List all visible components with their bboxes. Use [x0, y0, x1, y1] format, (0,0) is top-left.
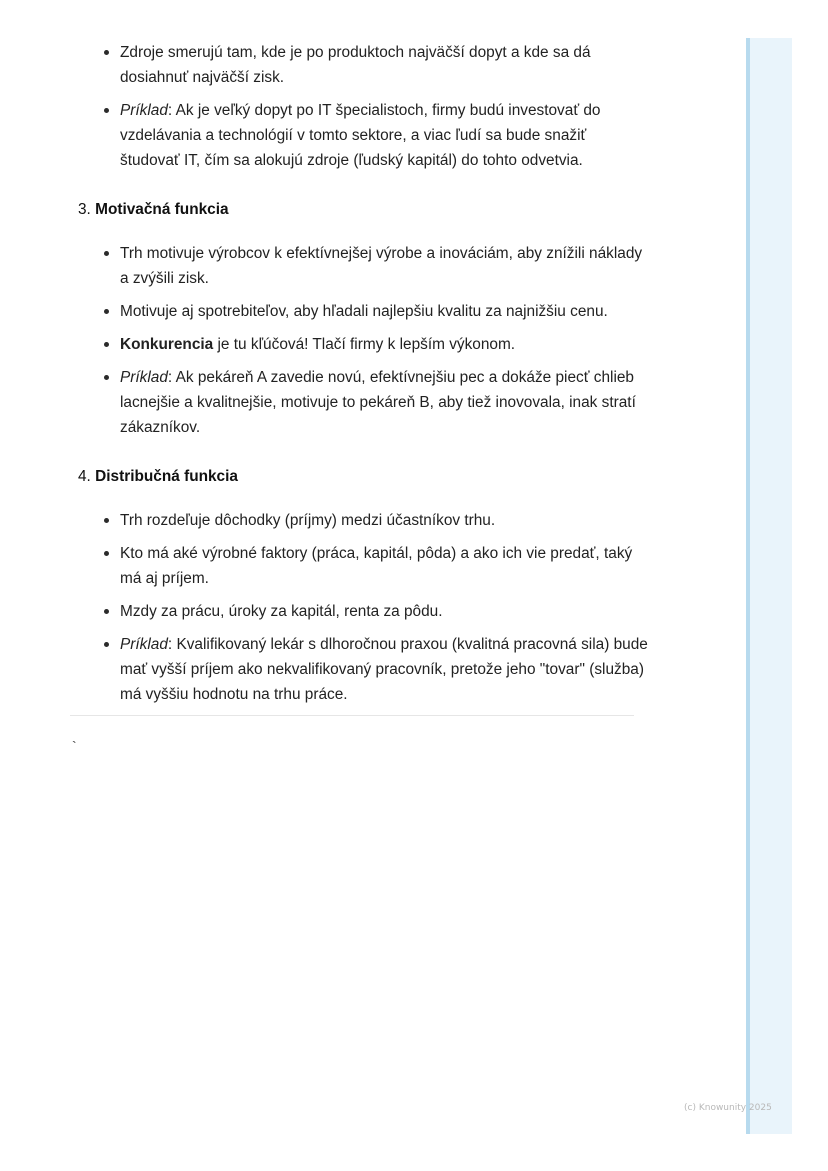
item-text: : Kvalifikovaný lekár s dlhoročnou praxou (kvalitná pracovná sila) bude mať vyšší príjem ako nekvalifikovaný pracovník, pretože jeho "tovar" (služba) má vyššiu hodnotu na trhu práce.: [120, 636, 648, 703]
item-text: Mzdy za prácu, úroky za kapitál, renta za pôdu.: [120, 603, 443, 620]
document-body: [78, 40, 648, 715]
section-title: Motivačná funkcia: [95, 201, 229, 218]
list-item: [120, 508, 648, 533]
item-text: je tu kľúčová! Tlačí firmy k lepším výkonom.: [213, 336, 516, 353]
list-item: [120, 632, 648, 707]
section-number: 3.: [78, 201, 91, 218]
bold-term: Konkurencia: [120, 336, 214, 353]
sidebar-decoration: [746, 38, 792, 1134]
section-2-list: [78, 40, 648, 173]
list-item: [120, 40, 648, 90]
example-label: Príklad: [120, 102, 168, 119]
item-text: Motivuje aj spotrebiteľov, aby hľadali najlepšiu kvalitu za najnižšiu cenu.: [120, 303, 608, 320]
item-text: Zdroje smerujú tam, kde je po produktoch najväčší dopyt a kde sa dá dosiahnuť najväčší zisk.: [120, 44, 591, 86]
example-label: Príklad: [120, 636, 168, 653]
list-item: [120, 299, 648, 324]
section-number: 4.: [78, 468, 91, 485]
item-text: : Ak je veľký dopyt po IT špecialistoch, firmy budú investovať do vzdelávania a technológií v tomto sektore, a viac ľudí sa bude snažiť študovať IT, čím sa alokujú zdroje (ľudský kapitál) do tohto odvetvia.: [120, 102, 601, 169]
list-item: [120, 541, 648, 591]
stray-mark: `: [72, 738, 77, 754]
section-4-heading: [78, 466, 648, 488]
example-label: Príklad: [120, 369, 168, 386]
section-title: Distribučná funkcia: [95, 468, 238, 485]
section-3-list: [78, 241, 648, 440]
item-text: Trh motivuje výrobcov k efektívnejšej výrobe a inováciám, aby znížili náklady a zvýšili zisk.: [120, 245, 643, 287]
list-item: [120, 98, 648, 173]
list-item: [120, 599, 648, 624]
section-3-heading: [78, 199, 648, 221]
list-item: [120, 241, 648, 291]
list-item: [120, 332, 648, 357]
list-item: [120, 365, 648, 440]
item-text: Trh rozdeľuje dôchodky (príjmy) medzi účastníkov trhu.: [120, 512, 496, 529]
item-text: Kto má aké výrobné faktory (práca, kapitál, pôda) a ako ich vie predať, taký má aj príjem.: [120, 545, 633, 587]
item-text: : Ak pekáreň A zavedie novú, efektívnejšiu pec a dokáže piecť chlieb lacnejšie a kvalitnejšie, motivuje to pekáreň B, aby tiež inovovala, inak stratí zákazníkov.: [120, 369, 636, 436]
section-4-list: [78, 508, 648, 707]
divider: [70, 715, 634, 716]
copyright-footer: (c) Knowunity 2025: [684, 1103, 772, 1113]
